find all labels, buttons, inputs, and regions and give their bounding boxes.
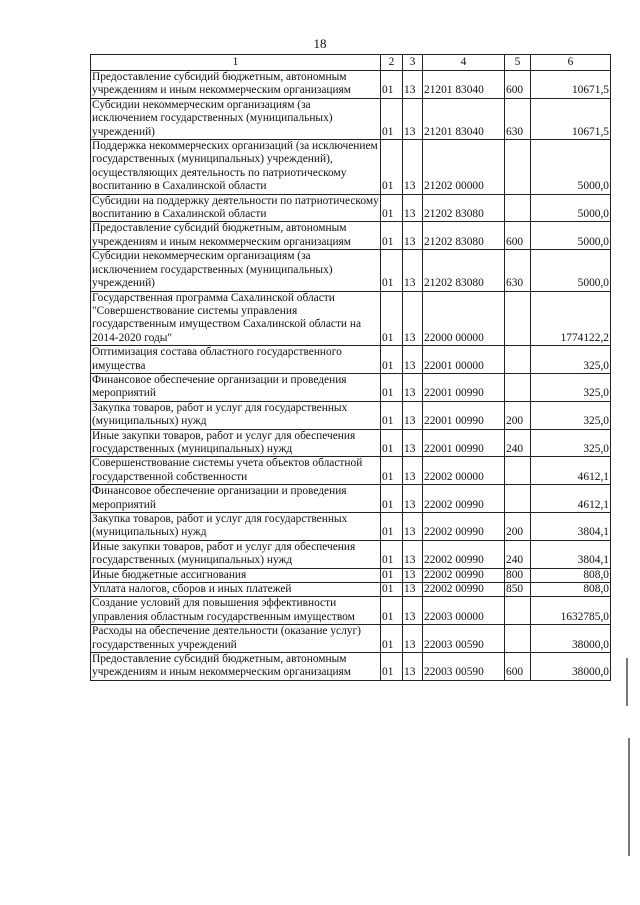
row-amount: 4612,1 (531, 457, 611, 485)
row-subsection: 13 (403, 222, 423, 250)
table-row (91, 401, 611, 429)
row-expense-type (505, 597, 531, 625)
row-subsection: 13 (403, 625, 423, 653)
row-subsection: 13 (403, 513, 423, 541)
row-expense-type: 630 (505, 98, 531, 139)
row-description (91, 457, 381, 485)
row-subsection: 13 (403, 653, 423, 681)
row-description (91, 429, 381, 457)
row-subsection: 13 (403, 597, 423, 625)
row-amount: 3804,1 (531, 540, 611, 568)
table-row (91, 71, 611, 99)
row-target-article: 22002 00990 (423, 583, 505, 597)
row-amount: 325,0 (531, 429, 611, 457)
row-subsection: 13 (403, 291, 423, 346)
row-section: 01 (381, 222, 403, 250)
row-description-text: Закупка товаров, работ и услуг для государственных (муниципальных) нужд (92, 513, 348, 539)
row-amount: 38000,0 (531, 653, 611, 681)
row-target-article: 22003 00000 (423, 597, 505, 625)
row-amount: 5000,0 (531, 140, 611, 195)
table-row (91, 625, 611, 653)
row-description-text: Иные бюджетные ассигнования (92, 568, 247, 581)
row-description-text: Финансовое обеспечение организации и проведения мероприятий (92, 373, 347, 400)
row-description-text: Создание условий для повышения эффективности управления областным государственным имуществом (92, 597, 355, 623)
row-expense-type (505, 373, 531, 401)
page-number: 18 (313, 36, 327, 51)
row-expense-type: 600 (505, 71, 531, 99)
row-amount: 5000,0 (531, 250, 611, 291)
row-amount: 5000,0 (531, 194, 611, 222)
row-section: 01 (381, 457, 403, 485)
row-subsection: 13 (403, 540, 423, 568)
row-description-text: Совершенствование системы учета объектов областной государственной собственности (92, 457, 363, 483)
row-expense-type: 630 (505, 250, 531, 291)
row-expense-type: 850 (505, 583, 531, 597)
table-row (91, 485, 611, 513)
row-target-article: 22000 00000 (423, 291, 505, 346)
row-section: 01 (381, 513, 403, 541)
row-section: 01 (381, 401, 403, 429)
row-expense-type (505, 194, 531, 222)
row-description (91, 250, 381, 291)
row-subsection: 13 (403, 140, 423, 195)
row-description (91, 71, 381, 99)
row-description-text: Субсидии некоммерческим организациям (за исключением государственных (муниципальных) учреждений) (92, 250, 333, 290)
header-col-6: 6 (531, 55, 611, 71)
row-target-article: 22001 00990 (423, 401, 505, 429)
row-expense-type (505, 457, 531, 485)
row-section: 01 (381, 568, 403, 582)
table-row (91, 98, 611, 139)
row-subsection: 13 (403, 346, 423, 374)
table-row (91, 373, 611, 401)
row-description-text: Расходы на обеспечение деятельности (оказание услуг) государственных учреждений (92, 625, 361, 651)
row-amount: 38000,0 (531, 625, 611, 653)
row-expense-type: 200 (505, 401, 531, 429)
row-description (91, 513, 381, 541)
table-row (91, 597, 611, 625)
row-description (91, 346, 381, 374)
row-expense-type (505, 625, 531, 653)
table-header-row (91, 55, 611, 71)
row-amount: 1774122,2 (531, 291, 611, 346)
row-amount: 1632785,0 (531, 597, 611, 625)
row-description (91, 540, 381, 568)
header-col-5: 5 (505, 55, 531, 71)
row-description-text: Иные закупки товаров, работ и услуг для обеспечения государственных (муниципальных) нужд (92, 540, 356, 567)
scan-mark (628, 738, 630, 856)
row-expense-type: 600 (505, 653, 531, 681)
row-target-article: 22002 00000 (423, 457, 505, 485)
row-section: 01 (381, 653, 403, 681)
row-description (91, 583, 381, 597)
row-description-text: Поддержка некоммерческих организаций (за исключением государственных (муниципальных) учреждений), осуществляющих деятельность по патриотическому воспитанию в Сахалинской области (92, 140, 378, 193)
row-expense-type (505, 485, 531, 513)
row-target-article: 22001 00990 (423, 429, 505, 457)
row-target-article: 22002 00990 (423, 568, 505, 582)
row-target-article: 21202 83080 (423, 194, 505, 222)
row-section: 01 (381, 98, 403, 139)
row-expense-type: 240 (505, 540, 531, 568)
table-row (91, 222, 611, 250)
table-row (91, 346, 611, 374)
row-section: 01 (381, 71, 403, 99)
row-section: 01 (381, 346, 403, 374)
row-description-text: Предоставление субсидий бюджетным, автономным учреждениям и иным некоммерческим организациям (92, 653, 352, 679)
header-col-1: 1 (91, 55, 381, 71)
row-description-text: Иные закупки товаров, работ и услуг для обеспечения государственных (муниципальных) нужд (92, 429, 356, 455)
row-target-article: 22002 00990 (423, 540, 505, 568)
row-subsection: 13 (403, 429, 423, 457)
row-amount: 10671,5 (531, 98, 611, 139)
row-target-article: 21201 83040 (423, 98, 505, 139)
row-description (91, 653, 381, 681)
table-row (91, 513, 611, 541)
table-row (91, 140, 611, 195)
row-subsection: 13 (403, 568, 423, 582)
row-expense-type (505, 291, 531, 346)
header-col-2: 2 (381, 55, 403, 71)
row-description (91, 194, 381, 222)
table-row (91, 194, 611, 222)
row-description-text: Оптимизация состава областного государственного имущества (92, 346, 342, 372)
row-expense-type (505, 346, 531, 374)
row-section: 01 (381, 140, 403, 195)
row-subsection: 13 (403, 250, 423, 291)
row-description (91, 401, 381, 429)
table-row (91, 653, 611, 681)
table-row (91, 568, 611, 582)
table-row (91, 457, 611, 485)
row-section: 01 (381, 373, 403, 401)
table-row (91, 583, 611, 597)
budget-table (90, 54, 611, 681)
row-amount: 10671,5 (531, 71, 611, 99)
row-expense-type (505, 140, 531, 195)
row-description-text: Предоставление субсидий бюджетным, автономным учреждениям и иным некоммерческим организациям (92, 222, 352, 248)
row-target-article: 22003 00590 (423, 625, 505, 653)
row-target-article: 22002 00990 (423, 513, 505, 541)
row-subsection: 13 (403, 373, 423, 401)
row-description-text: Субсидии некоммерческим организациям (за исключением государственных (муниципальных) учреждений) (92, 98, 333, 138)
row-amount: 5000,0 (531, 222, 611, 250)
row-amount: 4612,1 (531, 485, 611, 513)
row-expense-type: 800 (505, 568, 531, 582)
row-section: 01 (381, 597, 403, 625)
row-subsection: 13 (403, 98, 423, 139)
row-description-text: Финансовое обеспечение организации и проведения мероприятий (92, 485, 347, 511)
scan-mark (626, 658, 628, 706)
header-col-3: 3 (403, 55, 423, 71)
table-row (91, 250, 611, 291)
row-description (91, 140, 381, 195)
row-subsection: 13 (403, 401, 423, 429)
row-subsection: 13 (403, 485, 423, 513)
row-section: 01 (381, 583, 403, 597)
row-amount: 325,0 (531, 346, 611, 374)
row-subsection: 13 (403, 71, 423, 99)
row-description (91, 98, 381, 139)
row-section: 01 (381, 429, 403, 457)
row-description-text: Уплата налогов, сборов и иных платежей (92, 583, 292, 596)
row-subsection: 13 (403, 583, 423, 597)
row-description (91, 291, 381, 346)
table-row (91, 540, 611, 568)
row-target-article: 21201 83040 (423, 71, 505, 99)
row-subsection: 13 (403, 457, 423, 485)
row-description-text: Субсидии на поддержку деятельности по патриотическому воспитанию в Сахалинской области (92, 194, 379, 221)
row-target-article: 22002 00990 (423, 485, 505, 513)
row-target-article: 21202 00000 (423, 140, 505, 195)
row-amount: 325,0 (531, 373, 611, 401)
row-section: 01 (381, 485, 403, 513)
row-amount: 325,0 (531, 401, 611, 429)
row-description-text: Государственная программа Сахалинской области "Совершенствование системы управления государственным имуществом Сахалинской области на 2014-2020 годы" (92, 291, 362, 344)
row-section: 01 (381, 291, 403, 346)
row-description (91, 568, 381, 582)
row-description (91, 625, 381, 653)
row-description (91, 485, 381, 513)
row-description (91, 373, 381, 401)
row-subsection: 13 (403, 194, 423, 222)
row-section: 01 (381, 625, 403, 653)
row-description (91, 222, 381, 250)
row-expense-type: 240 (505, 429, 531, 457)
row-target-article: 22003 00590 (423, 653, 505, 681)
row-amount: 808,0 (531, 568, 611, 582)
row-description-text: Предоставление субсидий бюджетным, автономным учреждениям и иным некоммерческим организациям (92, 71, 352, 97)
row-expense-type: 200 (505, 513, 531, 541)
row-target-article: 21202 83080 (423, 222, 505, 250)
row-target-article: 21202 83080 (423, 250, 505, 291)
row-section: 01 (381, 540, 403, 568)
table-row (91, 429, 611, 457)
row-amount: 808,0 (531, 583, 611, 597)
row-section: 01 (381, 250, 403, 291)
row-section: 01 (381, 194, 403, 222)
row-description (91, 597, 381, 625)
row-expense-type: 600 (505, 222, 531, 250)
row-target-article: 22001 00000 (423, 346, 505, 374)
row-amount: 3804,1 (531, 513, 611, 541)
row-target-article: 22001 00990 (423, 373, 505, 401)
table-row (91, 291, 611, 346)
row-description-text: Закупка товаров, работ и услуг для государственных (муниципальных) нужд (92, 401, 348, 428)
header-col-4: 4 (423, 55, 505, 71)
